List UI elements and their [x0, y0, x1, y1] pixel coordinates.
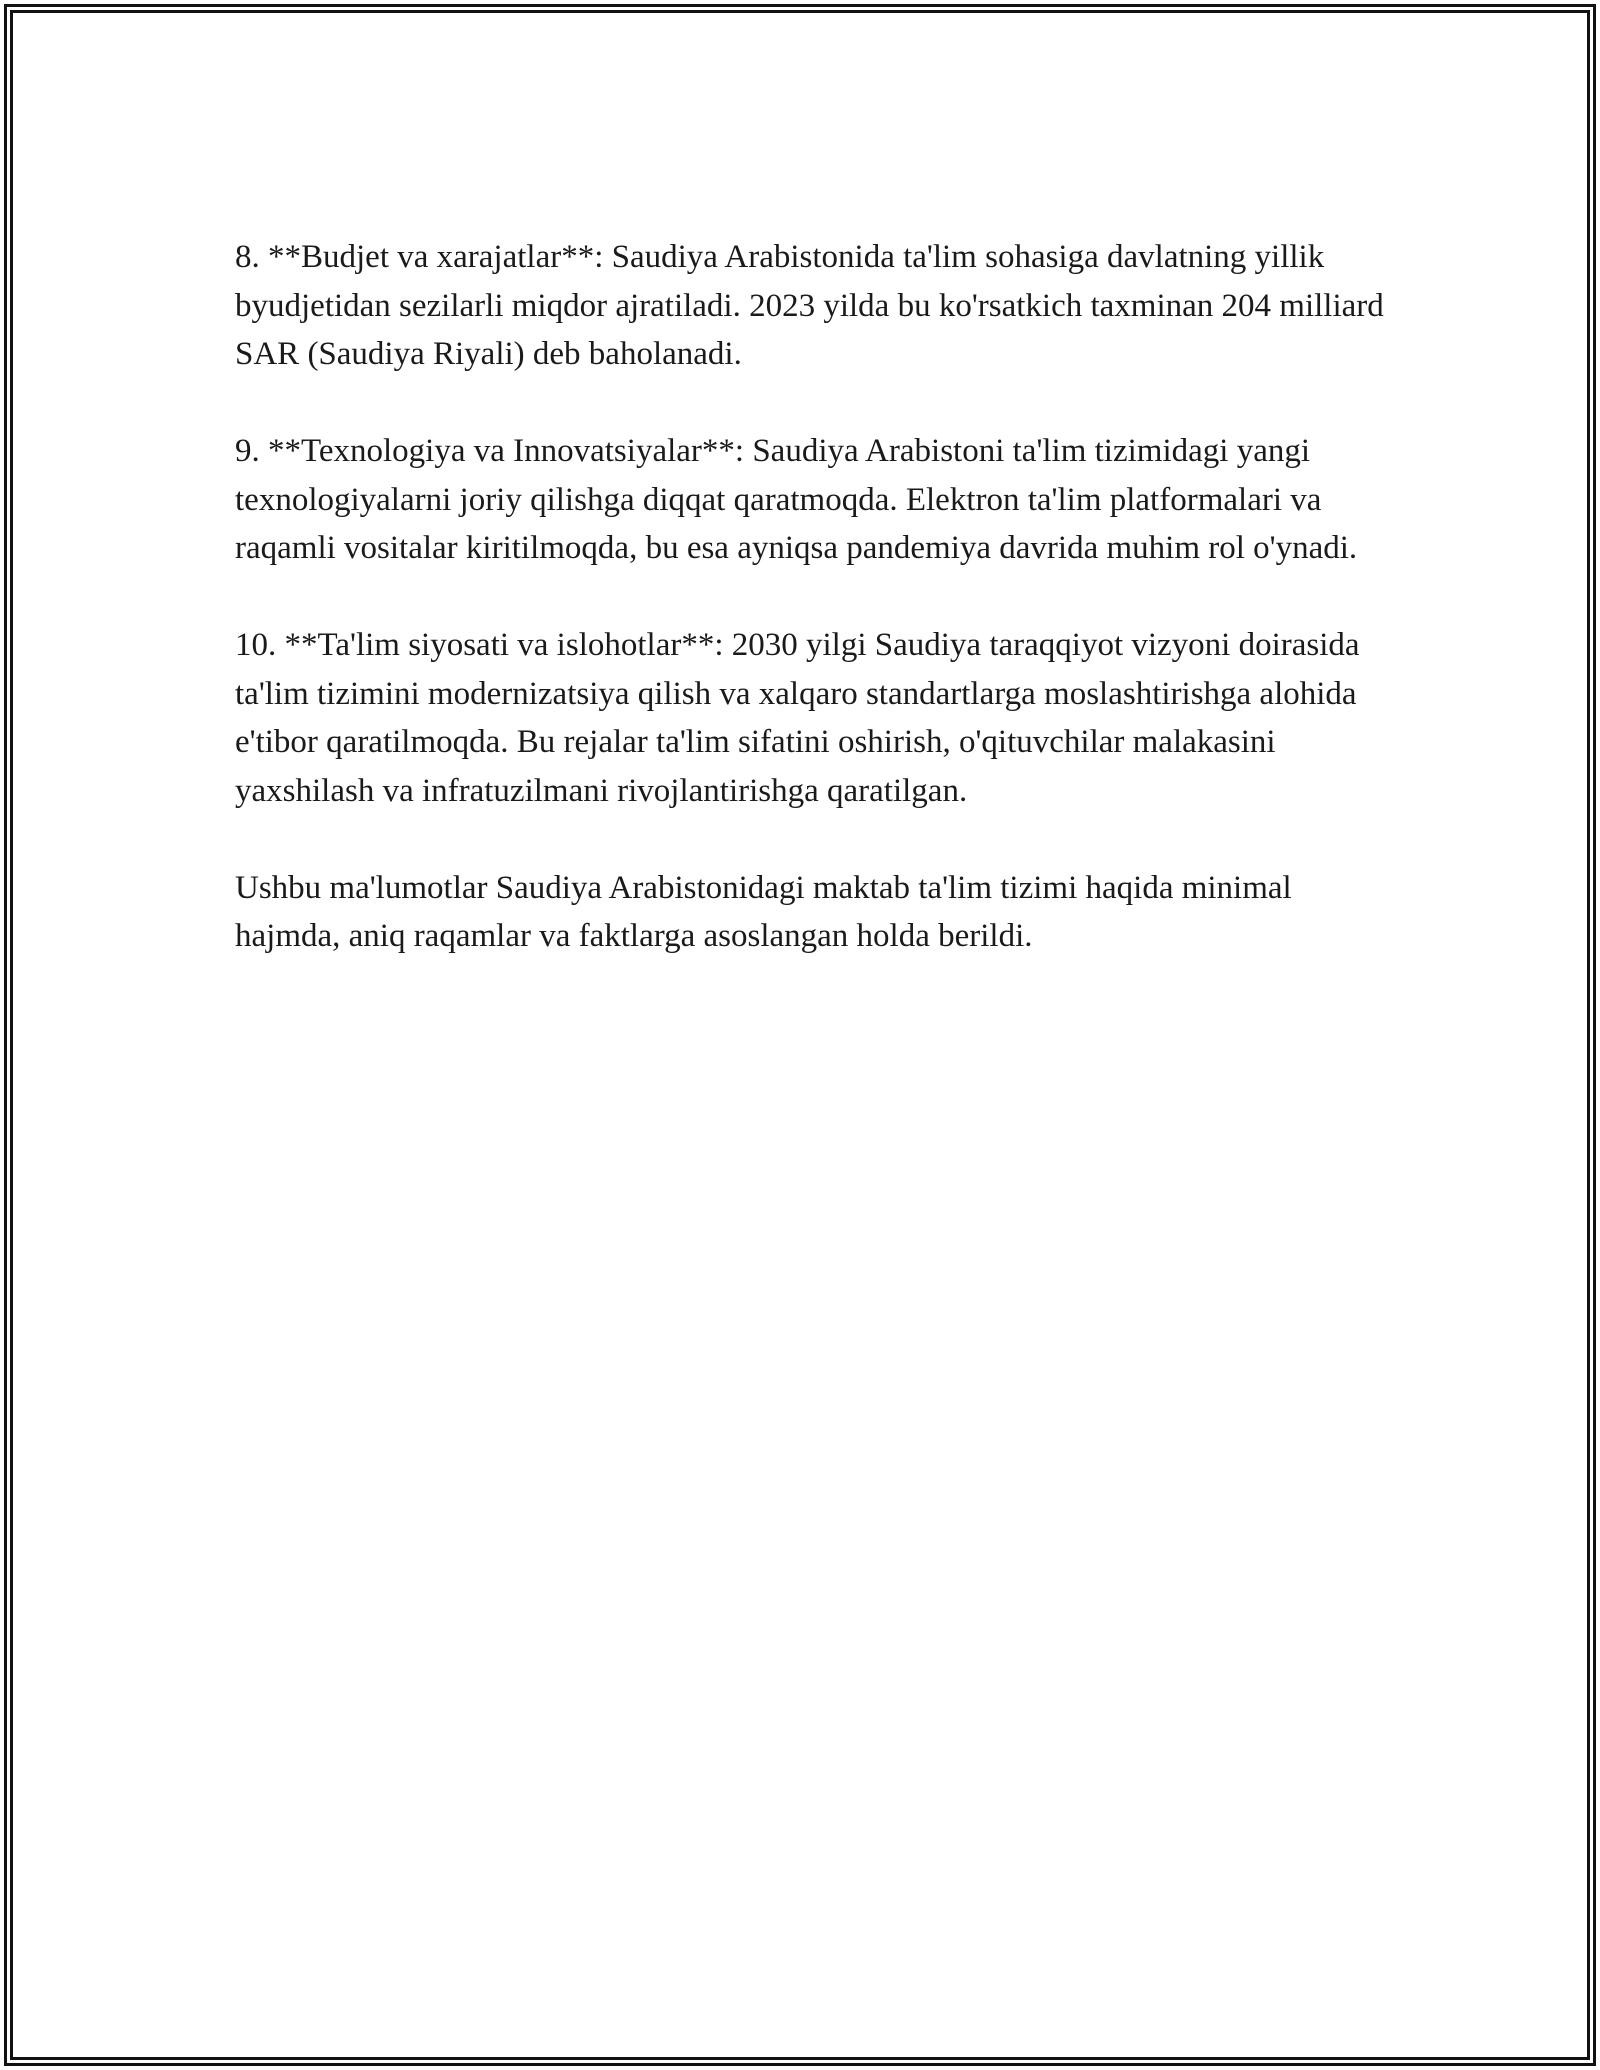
paragraph-conclusion: Ushbu ma'lumotlar Saudiya Arabistonidagi maktab ta'lim tizimi haqida minimal hajmda, aniq raqamlar va faktlarga asoslangan holda berildi.: [235, 869, 1292, 954]
paragraph-budget: 8. **Budjet va xarajatlar**: Saudiya Arabistonida ta'lim sohasiga davlatning yillik byudjetidan sezilarli miqdor ajratiladi. 2023 yilda bu ko'rsatkich taxminan 204 milliard SAR (Saudiya Riyali) deb baholanadi.: [235, 239, 1384, 372]
document-body: [235, 233, 1385, 1009]
paragraph-education-policy: 10. **Ta'lim siyosati va islohotlar**: 2030 yilgi Saudiya taraqqiyot vizyoni doirasida ta'lim tizimini modernizatsiya qilish va xalqaro standartlarga moslashtirishga alohida e'tibor qaratilmoqda. Bu rejalar ta'lim sifatini oshirish, o'qituvchilar malakasini yaxshilash va infratuzilmani rivojlantirishga qaratilgan.: [235, 627, 1360, 809]
paragraph-technology: 9. **Texnologiya va Innovatsiyalar**: Saudiya Arabistoni ta'lim tizimidagi yangi texnologiyalarni joriy qilishga diqqat qaratmoqda. Elektron ta'lim platformalari va raqamli vositalar kiritilmoqda, bu esa ayniqsa pandemiya davrida muhim rol o'ynadi.: [235, 433, 1358, 566]
